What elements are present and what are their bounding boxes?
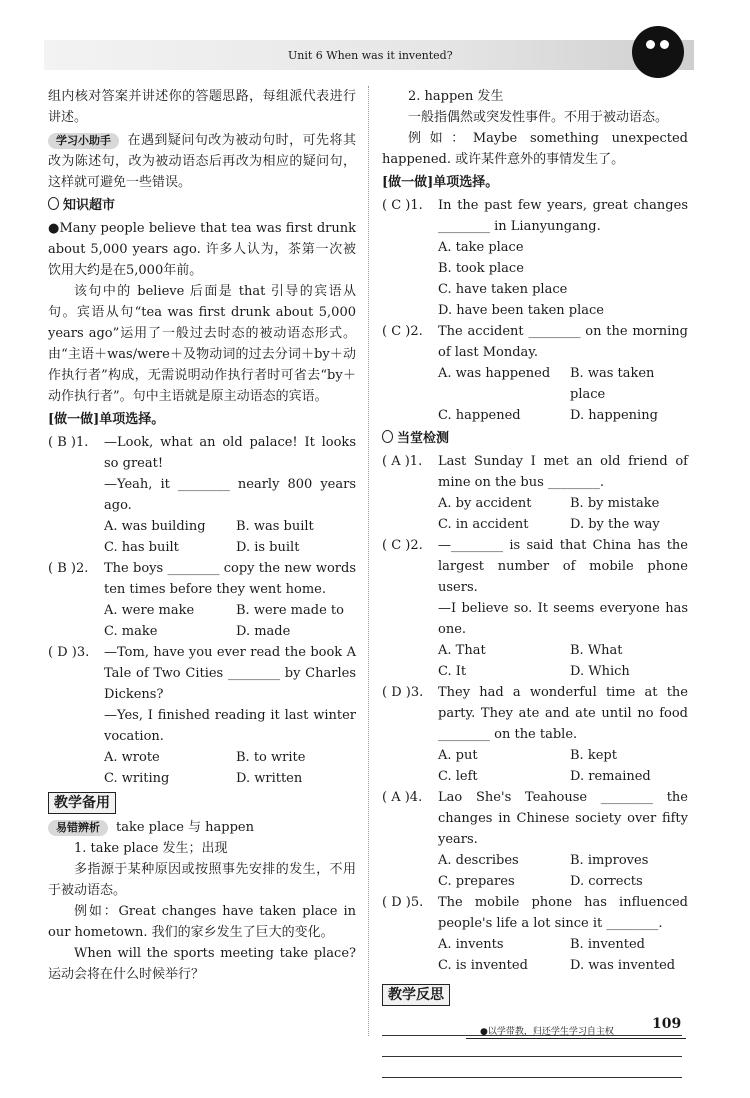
option-a: A. invents (438, 937, 504, 952)
option-d: D. is built (236, 540, 300, 555)
option-b: B. What (570, 643, 623, 658)
option-b: B. were made to (236, 603, 344, 618)
tip-item: 例如：Great changes have taken place in our hometown. 我们的家乡发生了巨大的变化。 (48, 904, 356, 940)
tip-title: take place 与 happen (116, 820, 254, 835)
happen-text: 一般指偶然或突发性事件。不用于被动语态。 (408, 110, 669, 125)
option-d: D. Which (570, 664, 630, 679)
right-column (382, 86, 688, 1078)
test-item: ( C )2. —________ is said that China has the largest number of mobile phone users. —I believe so. It seems everyone has one. A. That B. What C. It D. Which (382, 535, 688, 682)
tip-tag: 易错辨析 (48, 820, 108, 836)
option-c: C. prepares (438, 874, 515, 889)
option-c: C. It (438, 664, 467, 679)
happen-example: 例如：Maybe something unexpected happened. 或许某件意外的事情发生了。 (382, 131, 688, 167)
option-b: B. was taken place (570, 366, 655, 402)
helper-tag: 学习小助手 (48, 133, 119, 149)
option-b: B. to write (236, 750, 306, 765)
option-b: B. kept (570, 748, 617, 763)
helper-text: 在遇到疑问句改为被动句时，可先将其改为陈述句，改为被动语态后再改为相应的疑问句，这样就可避免一些错误。 (48, 133, 356, 190)
knowledge-explanation: 该句中的 believe 后面是 that 引导的宾语从句。宾语从句“tea was first drunk about 5,000 years ago”运用了一般过去时态的被动语态形式。由“主语＋was/were＋及物动词的过去分词＋by＋动作执行者”构成，无需说明动作执行者时可省去“by＋动作执行者”。句中主语就是原主动语态的宾语。 (48, 284, 356, 404)
knowledge-example: ●Many people believe that tea was first drunk about 5,000 years ago. 许多人认为，茶第一次被饮用大约是在5,000年前。 (48, 221, 356, 278)
unit-title: Unit 6 When was it invented? (288, 49, 453, 62)
option-a: A. wrote (104, 750, 160, 765)
option-c: C. happened (438, 408, 521, 423)
option-d: D. by the way (570, 517, 660, 532)
tip-item: When will the sports meeting take place? 运动会将在什么时候举行？ (48, 946, 356, 982)
question-item: ( C )2. The accident ________ on the morning of last Monday. A. was happened B. was taken place C. happened D. happening (382, 321, 688, 426)
left-column (48, 86, 356, 985)
option-a: A. describes (438, 853, 519, 868)
page-number: 109 (652, 1016, 682, 1032)
option-d: D. remained (570, 769, 651, 784)
question-item: ( B )1. —Look, what an old palace! It looks so great! —Yeah, it ________ nearly 800 years ago. A. was building B. was built C. has built D. is built (48, 432, 356, 558)
question-item: ( C )1. In the past few years, great changes ________ in Lianyungang. A. take place B. took place C. have taken place D. have been taken place (382, 195, 688, 321)
question-item: ( B )2. The boys ________ copy the new words ten times before they went home. A. were make B. were made to C. make D. made (48, 558, 356, 642)
test-item: ( A )4. Lao She's Teahouse ________ the changes in Chinese society over fifty years. A. describes B. improves C. prepares D. corrects (382, 787, 688, 892)
option-d: D. happening (570, 408, 658, 423)
question-item: ( D )3. —Tom, have you ever read the book A Tale of Two Cities ________ by Charles Dickens? —Yes, I finished reading it last winter vocation. A. wrote B. to write C. writing D. written (48, 642, 356, 789)
bullet-icon (382, 430, 393, 443)
option-d: D. corrects (570, 874, 643, 889)
test-item: ( D )5. The mobile phone has influenced people's life a lot since it ________. A. invents B. invented C. is invented D. was invented (382, 892, 688, 976)
option-d: D. written (236, 771, 303, 786)
option-b: B. improves (570, 853, 649, 868)
reflection-line (382, 1036, 682, 1057)
option-d: D. made (236, 624, 291, 639)
option-c: C. writing (104, 771, 170, 786)
option-a: A. take place (438, 240, 524, 255)
option-c: C. left (438, 769, 478, 784)
mascot-logo (632, 26, 684, 78)
knowledge-heading: 知识超市 (48, 195, 356, 216)
option-a: A. put (438, 748, 478, 763)
intro-text: 组内核对答案并讲述你的答题思路，每组派代表进行讲述。 (48, 89, 356, 125)
option-a: A. was building (104, 519, 206, 534)
test-item: ( D )3. They had a wonderful time at the party. They ate and ate until no food ________ on the table. A. put B. kept C. left D. remained (382, 682, 688, 787)
option-d: D. have been taken place (438, 303, 604, 318)
option-c: C. is invented (438, 958, 528, 973)
tip-item: 多指源于某种原因或按照事先安排的发生，不用于被动语态。 (48, 862, 356, 898)
footer-slogan: ●以学带教，归还学生学习自主权 (480, 1027, 614, 1037)
option-b: B. was built (236, 519, 314, 534)
option-b: B. by mistake (570, 496, 660, 511)
option-c: C. make (104, 624, 158, 639)
option-c: C. has built (104, 540, 179, 555)
option-a: A. by accident (438, 496, 532, 511)
backup-heading: 教学备用 (48, 792, 116, 814)
practice-heading: [做一做]单项选择。 (48, 412, 165, 427)
option-b: B. took place (438, 261, 524, 276)
test-item: ( A )1. Last Sunday I met an old friend of mine on the bus ________. A. by accident B. by mistake C. in accident D. by the way (382, 451, 688, 535)
reflection-line (382, 1057, 682, 1078)
tip-item: 1. take place 发生；出现 (74, 841, 228, 856)
option-d: D. was invented (570, 958, 676, 973)
bullet-icon (48, 197, 59, 210)
option-b: B. invented (570, 937, 645, 952)
option-c: C. have taken place (438, 282, 568, 297)
reflection-heading: 教学反思 (382, 984, 450, 1006)
option-a: A. was happened (438, 366, 551, 381)
option-a: A. were make (104, 603, 195, 618)
column-divider (368, 86, 370, 1036)
option-c: C. in accident (438, 517, 529, 532)
practice-heading: [做一做]单项选择。 (382, 175, 499, 190)
happen-heading: 2. happen 发生 (408, 89, 504, 104)
footer-rule (466, 1038, 686, 1039)
option-a: A. That (438, 643, 486, 658)
test-heading: 当堂检测 (382, 428, 688, 449)
